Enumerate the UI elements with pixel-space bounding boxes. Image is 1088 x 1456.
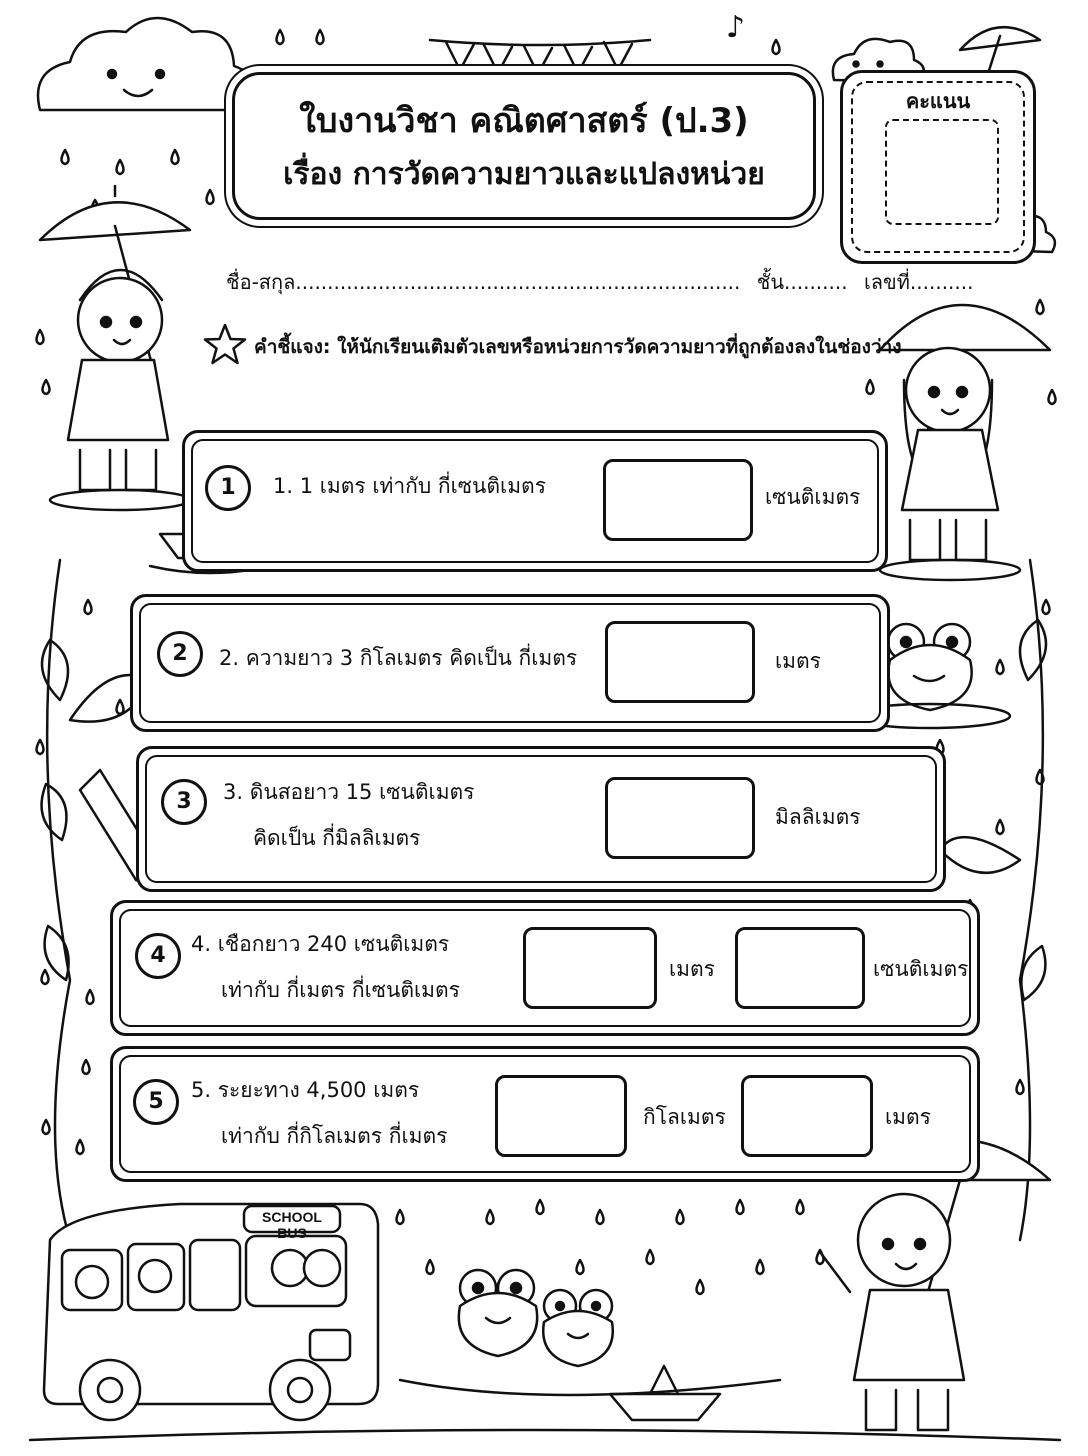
frog-illustration <box>543 1290 613 1366</box>
raindrop-icon <box>997 660 1004 674</box>
score-input-area[interactable] <box>885 119 999 225</box>
bunting-flags <box>430 40 650 74</box>
raindrop-icon <box>37 330 44 344</box>
child-with-umbrella-illustration <box>880 305 1050 580</box>
raindrop-icon <box>43 1120 50 1134</box>
raindrop-icon <box>1017 1080 1024 1094</box>
question-number-badge: 4 <box>135 933 181 979</box>
question-number-badge: 3 <box>161 779 207 825</box>
music-note: ♪ <box>726 10 746 45</box>
raindrop-icon <box>42 970 49 984</box>
child-with-umbrella-illustration <box>820 1140 1050 1430</box>
raindrop-icon <box>85 600 92 614</box>
raindrop-icon <box>117 160 124 174</box>
unit-label: เซนติเมตร <box>765 485 861 509</box>
raindrop-icon <box>537 1200 544 1214</box>
raindrop-icon <box>277 30 284 44</box>
raindrop-icon <box>757 1260 764 1274</box>
answer-box-1[interactable] <box>523 927 657 1009</box>
worksheet-title: ใบงานวิชา คณิตศาสตร์ (ป.3) <box>299 101 749 141</box>
title-banner <box>232 72 816 220</box>
question-card-2 <box>130 594 890 732</box>
raindrop-icon <box>697 1280 704 1294</box>
answer-box-2[interactable] <box>741 1075 873 1157</box>
raindrop-icon <box>577 1260 584 1274</box>
question-text: 2. ความยาว 3 กิโลเมตร คิดเป็น กี่เมตร <box>219 646 578 670</box>
raindrop-icon <box>773 40 780 54</box>
question-card-1 <box>182 430 888 572</box>
raindrop-icon <box>737 1200 744 1214</box>
raindrop-icon <box>1049 390 1056 404</box>
question-number-badge: 1 <box>205 465 251 511</box>
class-field[interactable]: ชั้น.......... <box>756 270 848 294</box>
unit-label-2: เมตร <box>885 1105 931 1129</box>
raindrop-icon <box>867 380 874 394</box>
raindrop-icon <box>797 1200 804 1214</box>
question-card-3 <box>136 746 946 892</box>
bus-sign-text: SCHOOL BUS <box>262 1209 322 1241</box>
raindrop-icon <box>37 740 44 754</box>
instruction-text: คำชี้แจง: ให้นักเรียนเติมตัวเลขหรือหน่วยการวัดความยาวที่ถูกต้องลงในช่องว่าง <box>254 336 902 358</box>
answer-box[interactable] <box>605 777 755 859</box>
answer-box-1[interactable] <box>495 1075 627 1157</box>
unit-label: เมตร <box>775 649 821 673</box>
star-icon <box>202 322 248 366</box>
raindrop-icon <box>43 380 50 394</box>
score-label: คะแนน <box>905 89 971 113</box>
raindrop-icon <box>77 1140 84 1154</box>
raindrop-icon <box>83 1060 90 1074</box>
question-number-badge: 5 <box>133 1079 179 1125</box>
unit-label: มิลลิเมตร <box>775 805 861 829</box>
raindrop-icon <box>172 150 179 164</box>
question-text-line-2: เท่ากับ กี่เมตร กี่เซนติเมตร <box>221 978 460 1002</box>
raindrop-icon <box>397 1210 404 1224</box>
smiling-cloud-illustration <box>38 18 254 110</box>
raindrop-icon <box>997 820 1004 834</box>
question-text-line-2: เท่ากับ กี่กิโลเมตร กี่เมตร <box>221 1124 448 1148</box>
question-card-5 <box>110 1046 980 1182</box>
raindrop-icon <box>597 1210 604 1224</box>
question-text-line-1: 5. ระยะทาง 4,500 เมตร <box>191 1078 420 1102</box>
question-text-line-2: คิดเป็น กี่มิลลิเมตร <box>253 826 421 850</box>
worksheet-subtitle: เรื่อง การวัดความยาวและแปลงหน่วย <box>283 157 765 192</box>
unit-label-2: เซนติเมตร <box>873 957 969 981</box>
raindrop-icon <box>87 990 94 1004</box>
raindrop-icon <box>207 190 214 204</box>
student-info-row <box>226 266 983 298</box>
unit-label-1: กิโลเมตร <box>643 1105 726 1129</box>
raindrop-icon <box>427 1260 434 1274</box>
question-text-line-1: 3. ดินสอยาว 15 เซนติเมตร <box>223 780 475 804</box>
raindrop-icon <box>117 700 124 714</box>
raindrop-icon <box>62 150 69 164</box>
question-card-4 <box>110 900 980 1036</box>
name-field[interactable]: ชื่อ-สกุล...................................................................... <box>226 270 741 294</box>
question-text-line-1: 4. เชือกยาว 240 เซนติเมตร <box>191 932 450 956</box>
answer-box-2[interactable] <box>735 927 865 1009</box>
frog-illustration <box>459 1270 537 1356</box>
unit-label-1: เมตร <box>669 957 715 981</box>
answer-box[interactable] <box>605 621 755 703</box>
raindrop-icon <box>1043 600 1050 614</box>
score-box <box>840 70 1036 264</box>
number-field[interactable]: เลขที่.......... <box>863 270 974 294</box>
child-with-umbrella-illustration <box>40 186 190 510</box>
raindrop-icon <box>317 30 324 44</box>
answer-box[interactable] <box>603 459 753 541</box>
question-number-badge: 2 <box>157 631 203 677</box>
raindrop-icon <box>647 1250 654 1264</box>
raindrop-icon <box>677 1210 684 1224</box>
raindrop-icon <box>487 1210 494 1224</box>
question-text: 1. 1 เมตร เท่ากับ กี่เซนติเมตร <box>273 474 546 498</box>
raindrop-icon <box>1037 300 1044 314</box>
